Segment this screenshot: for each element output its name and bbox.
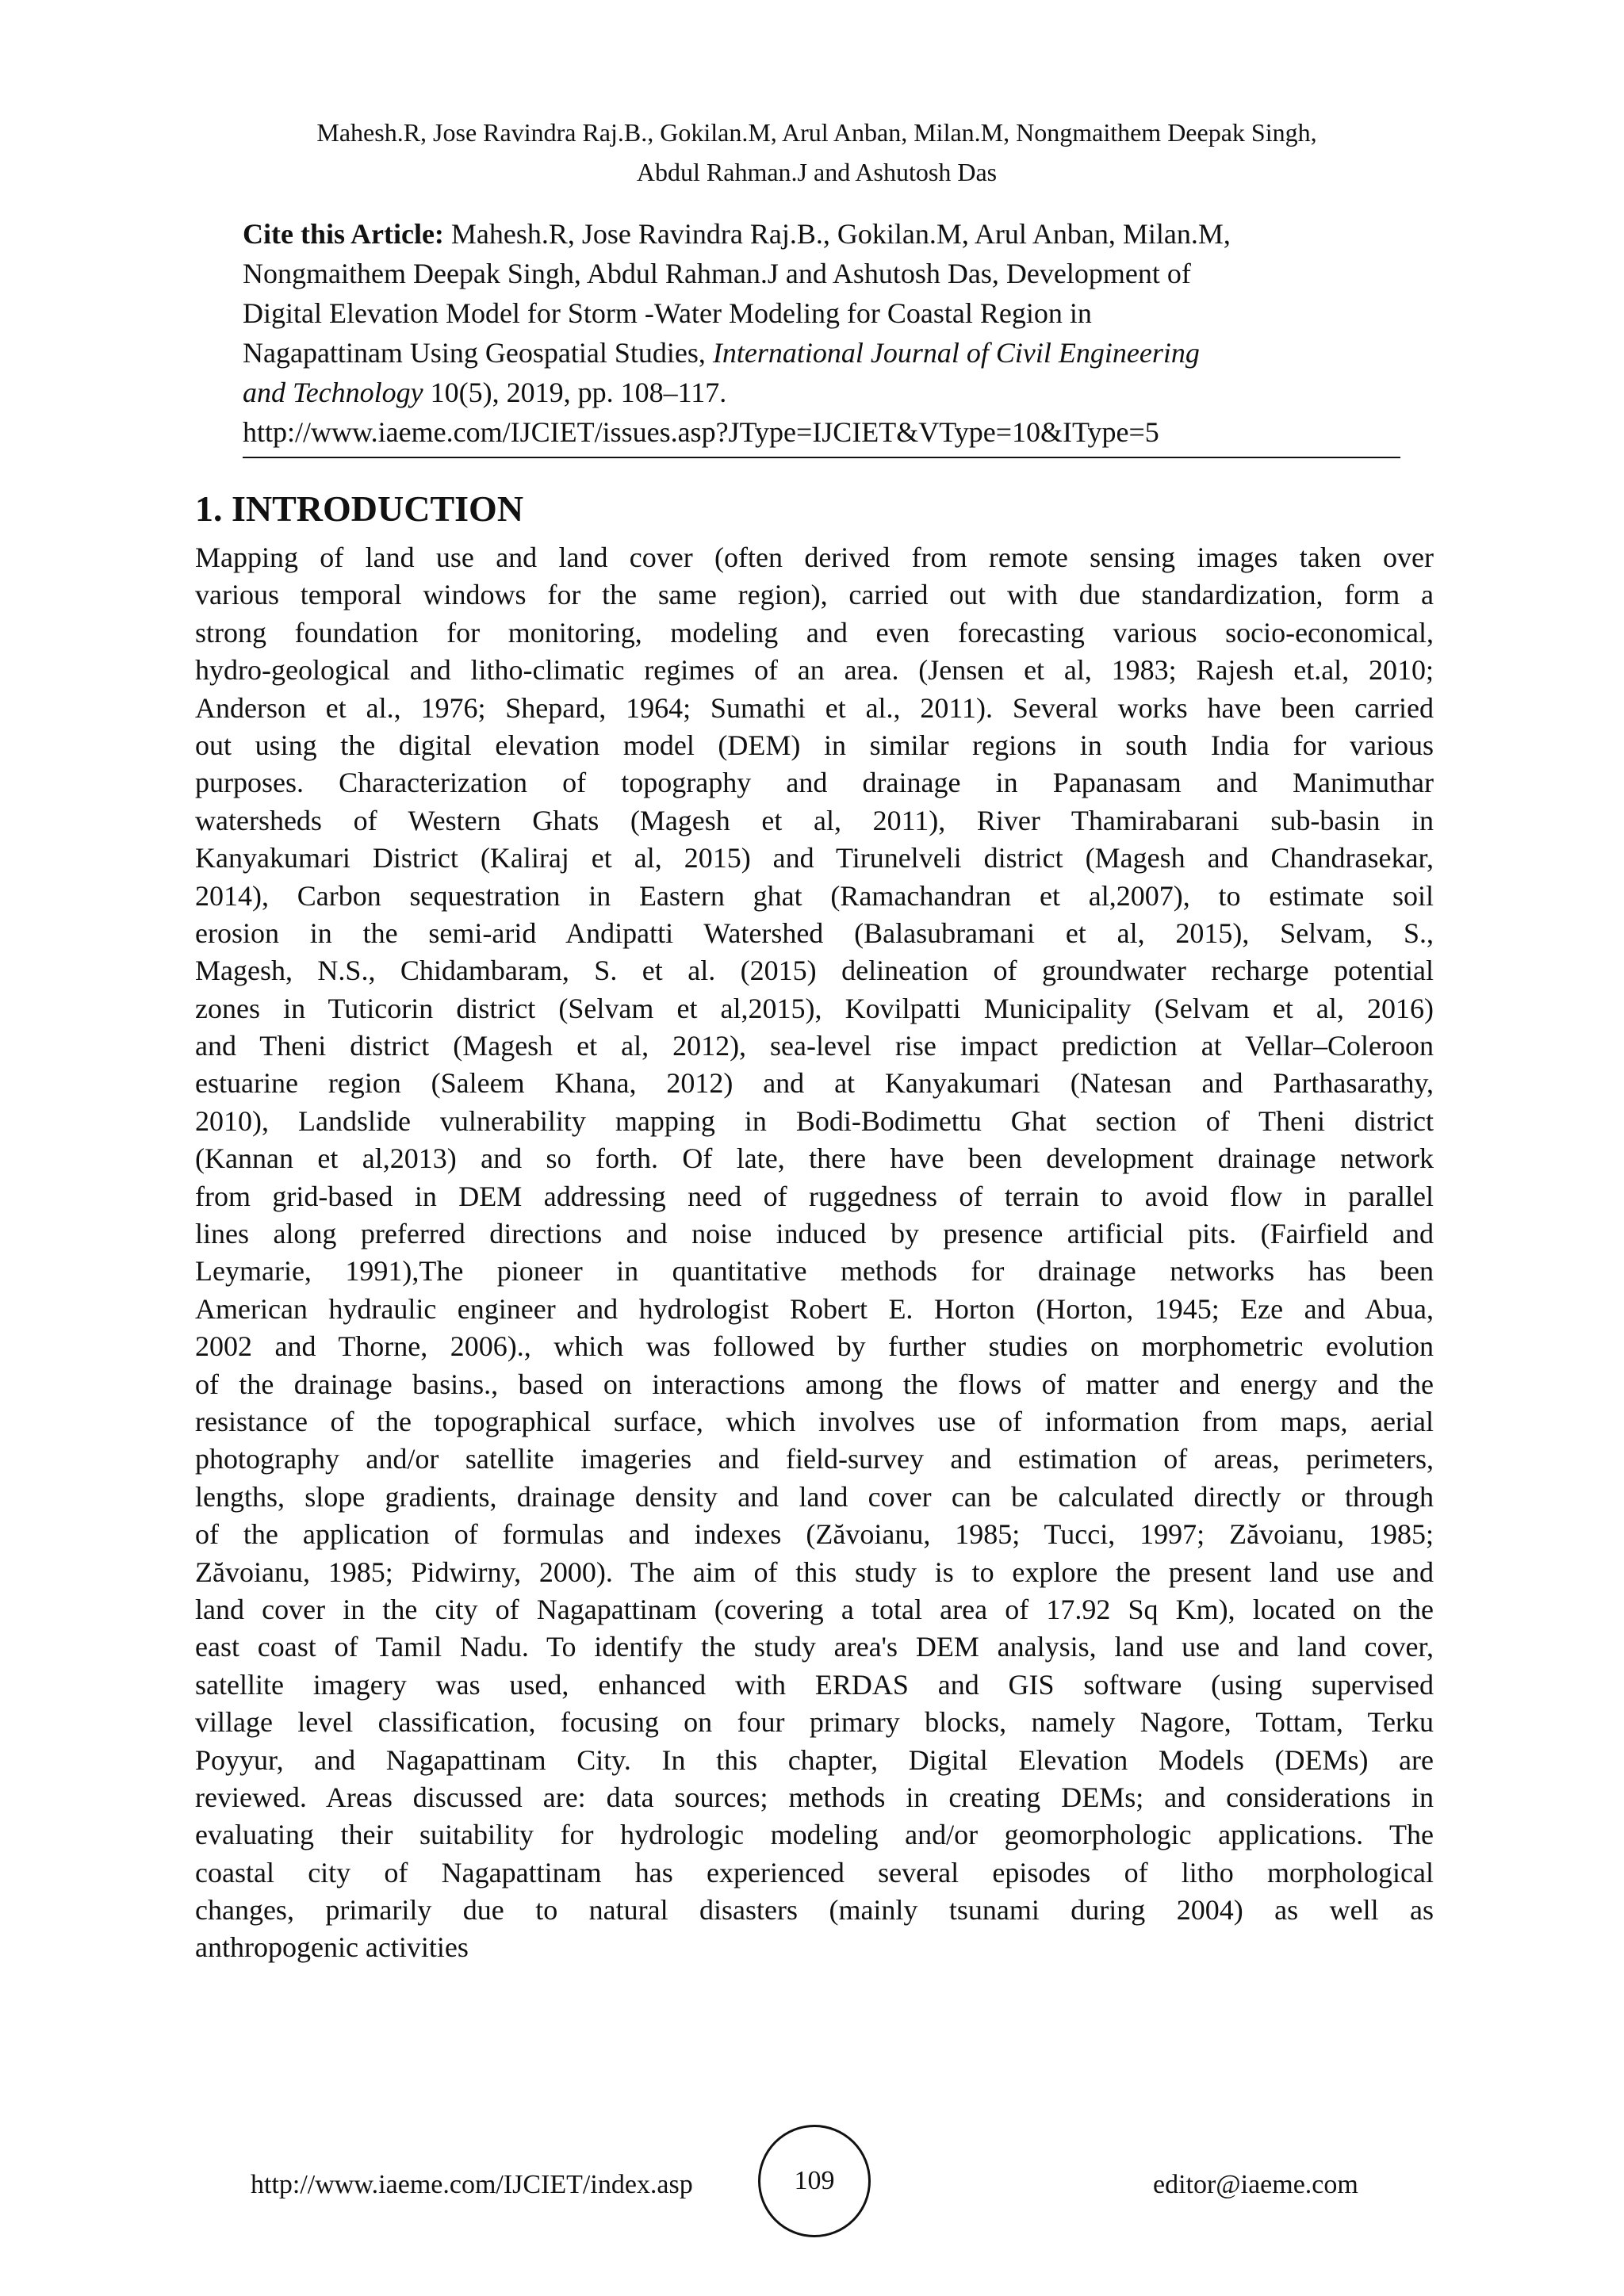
body-text-line: anthropogenic activities [195,1931,469,1964]
body-text-line: estuarine region (Saleem Khana, 2012) and at Kanyakumari (Natesan and Parthasarathy, [195,1067,1434,1100]
body-text-line: Anderson et al., 1976; Shepard, 1964; Sumathi et al., 2011). Several works have been carried [195,691,1434,724]
citation-volume-pages: 10(5), 2019, pp. 108–117. [423,377,727,408]
running-header-line-2: Abdul Rahman.J and Ashutosh Das [636,158,998,186]
body-text-line: Kanyakumari District (Kaliraj et al, 2015) and Tirunelveli district (Magesh and Chandrasekar, [195,842,1434,874]
body-text-line: erosion in the semi-arid Andipatti Watershed (Balasubramani et al, 2015), Selvam, S., [195,916,1434,949]
body-text-line: land cover in the city of Nagapattinam (covering a total area of 17.92 Sq Km), located on the [195,1593,1434,1625]
body-text-line: of the drainage basins., based on interactions among the flows of matter and energy and the [195,1368,1434,1400]
body-text-line: reviewed. Areas discussed are: data sources; methods in creating DEMs; and considerations in [195,1781,1434,1813]
citation-line-1 [243,214,1400,254]
body-text-line: Magesh, N.S., Chidambaram, S. et al. (2015) delineation of groundwater recharge potential [195,955,1434,987]
body-text-line: from grid-based in DEM addressing need of ruggedness of terrain to avoid flow in parallel [195,1180,1434,1212]
body-text-line: coastal city of Nagapattinam has experienced several episodes of litho morphological [195,1856,1434,1888]
citation-journal-name: International Journal of Civil Engineering [712,337,1200,369]
citation-url-link[interactable]: http://www.iaeme.com/IJCIET/issues.asp?JType=IJCIET&VType=10&IType=5 [243,416,1159,448]
citation-line-3: Digital Elevation Model for Storm -Water Modeling for Coastal Region in [243,297,1092,329]
body-text-line: changes, primarily due to natural disasters (mainly tsunami during 2004) as well as [195,1894,1434,1927]
footer-url-link[interactable]: http://www.iaeme.com/IJCIET/index.asp [251,2170,693,2199]
body-text-line: and Theni district (Magesh et al, 2012), sea-level rise impact prediction at Vellar–Coleroon [195,1030,1434,1062]
section-title: 1. INTRODUCTION [195,488,524,529]
body-text-line: of the application of formulas and indexes (Zăvoianu, 1985; Tucci, 1997; Zăvoianu, 1985; [195,1518,1434,1551]
body-text-line: 2002 and Thorne, 2006)., which was followed by further studies on morphometric evolution [195,1330,1434,1363]
body-text-line: 2014), Carbon sequestration in Eastern ghat (Ramachandran et al,2007), to estimate soil [195,879,1434,912]
body-text-line: lines along preferred directions and noise induced by presence artificial pits. (Fairfield and [195,1218,1434,1250]
body-text-line: hydro-geological and litho-climatic regimes of an area. (Jensen et al, 1983; Rajesh et.al, 2010; [195,654,1434,687]
running-header [198,113,1435,192]
body-text-line: east coast of Tamil Nadu. To identify the study area's DEM analysis, land use and land cover, [195,1631,1434,1663]
body-text-line: (Kannan et al,2013) and so forth. Of late, there have been development drainage network [195,1142,1434,1175]
page-number-circle [758,2125,871,2237]
body-text-line: village level classification, focusing on four primary blocks, namely Nagore, Tottam, Terku [195,1706,1434,1739]
body-text-line: Zăvoianu, 1985; Pidwirny, 2000). The aim of this study is to explore the present land use and [195,1556,1434,1588]
body-text-line: photography and/or satellite imageries and field-survey and estimation of areas, perimeters, [195,1443,1434,1475]
body-text-line: satellite imagery was used, enhanced with ERDAS and GIS software (using supervised [195,1668,1434,1701]
body-text-line: watersheds of Western Ghats (Magesh et al, 2011), River Thamirabarani sub-basin in [195,804,1434,836]
citation-line-5 [243,373,1400,412]
citation-line-2: Nongmaithem Deepak Singh, Abdul Rahman.J and Ashutosh Das, Development of [243,258,1191,289]
running-header-line-1: Mahesh.R, Jose Ravindra Raj.B., Gokilan.M, Arul Anban, Milan.M, Nongmaithem Deepak Singh, [316,118,1317,147]
citation-title-end: Nagapattinam Using Geospatial Studies, [243,337,713,369]
citation-journal-name-end: and Technology [243,377,423,408]
body-text-line: zones in Tuticorin district (Selvam et al,2015), Kovilpatti Municipality (Selvam et al, 2016) [195,992,1434,1024]
citation-line-4 [243,333,1400,373]
body-text-line: various temporal windows for the same region), carried out with due standardization, form a [195,579,1434,611]
body-text-line: 2010), Landslide vulnerability mapping in Bodi-Bodimettu Ghat section of Theni district [195,1104,1434,1137]
citation-authors-start: Mahesh.R, Jose Ravindra Raj.B., Gokilan.M, Arul Anban, Milan.M, [443,218,1231,250]
body-text-line: resistance of the topographical surface, which involves use of information from maps, aerial [195,1405,1434,1437]
body-text-line: Mapping of land use and land cover (often derived from remote sensing images taken over [195,541,1434,573]
body-text-line: strong foundation for monitoring, modeling and even forecasting various socio-economical, [195,616,1434,649]
body-text-line: Leymarie, 1991),The pioneer in quantitative methods for drainage networks has been [195,1255,1434,1288]
body-text-line: lengths, slope gradients, drainage density and land cover can be calculated directly or through [195,1480,1434,1513]
body-text-line: American hydraulic engineer and hydrologist Robert E. Horton (Horton, 1945; Eze and Abua, [195,1292,1434,1325]
citation-label: Cite this Article: [243,218,444,250]
introduction-body [195,539,1434,1967]
body-text-line: purposes. Characterization of topography and drainage in Papanasam and Manimuthar [195,767,1434,799]
body-text-line: out using the digital elevation model (DEM) in similar regions in south India for various [195,729,1434,761]
citation-block [243,214,1400,458]
page-number: 109 [794,2166,835,2195]
body-text-line: evaluating their suitability for hydrologic modeling and/or geomorphologic applications. The [195,1819,1434,1851]
footer-email-link[interactable]: editor@iaeme.com [1153,2170,1358,2199]
body-text-line: Poyyur, and Nagapattinam City. In this chapter, Digital Elevation Models (DEMs) are [195,1743,1434,1776]
